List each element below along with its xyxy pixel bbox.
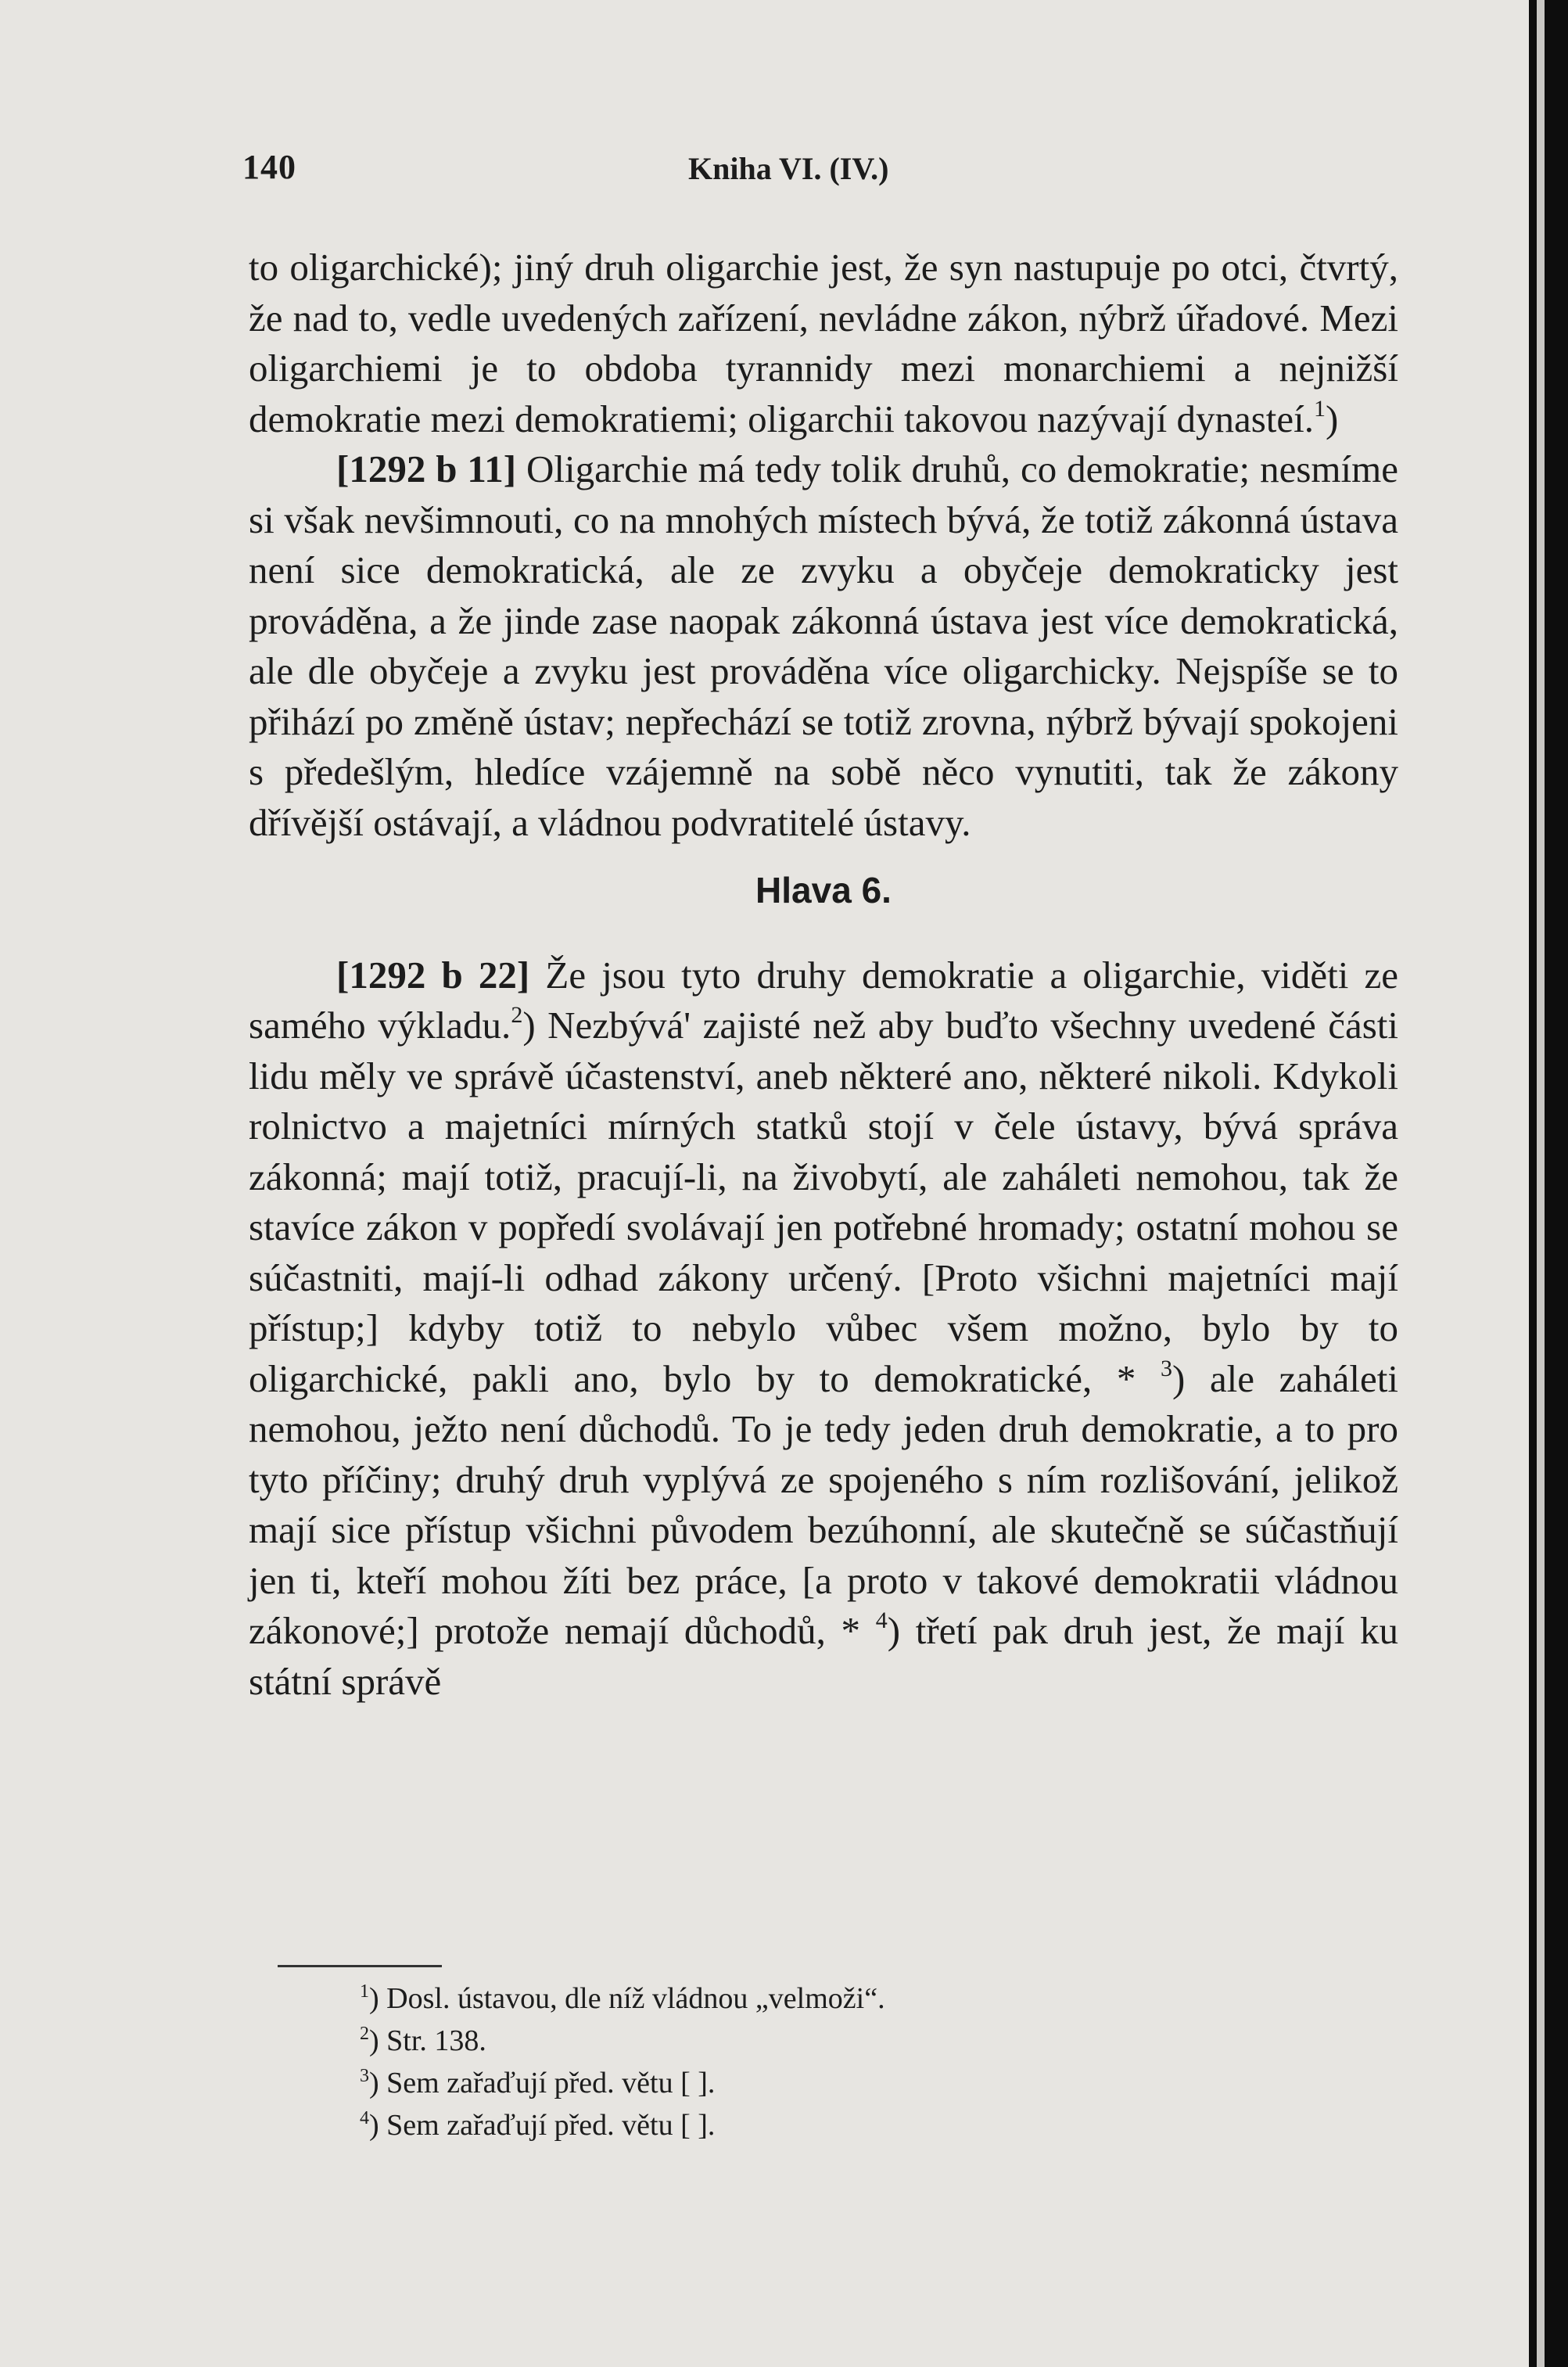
paragraph-text: Oligarchie má tedy tolik druhů, co demokratie; nesmíme si však nevšimnouti, co na mnohých místech bývá, že totiž zákonná ústava není sice demokratická, ale ze zvyku a obyčeje demokraticky jest prováděna, a že jinde zase naopak zákonná ústava jest více demokratická, ale dle obyčeje a zvyku jest prováděna více oligarchicky. Nejspíše se to přihází po změně ústav; nepřechází se totiž zrovna, nýbrž bývají spokojeni s předešlým, hledíce vzájemně na sobě něco vynutiti, tak že zákony dřívější ostávají, a vládnou podvratitelé ústavy. — [249, 447, 1398, 844]
scan-edge — [1529, 0, 1568, 2367]
paragraph-text: ale zaháleti nemohou, ježto není důchodů. To je tedy jeden druh demokratie, a to pro tyto příčiny; druhý druh vyplývá ze spojeného s ním rozlišování, jelikož mají sice přístup všichni původem bezúhonní, ale skutečně se súčastňují jen ti, kteří mohou žíti bez práce, [a proto v takové demokratii vládnou zákonové;] protože nemají důchodů, * — [249, 1356, 1399, 1652]
footnote-text: Sem zařaďují před. větu [ ]. — [386, 2109, 716, 2142]
footnote-mark: 2 — [360, 2024, 369, 2044]
footnote-mark: 4 — [360, 2108, 369, 2128]
footnote-ref-4: 4 — [875, 1607, 888, 1633]
footnote-mark: 1 — [360, 1981, 369, 2002]
footnote: $^4$) Sem zařaďují před. větu [ ]. — [360, 2108, 716, 2142]
paragraph-3: [1292 b 22] Že jsou tyto druhy demokratie a oligarchie, viděti ze samého výkladu.$^2$) Nezbývá' zajisté než aby buďto všechny uvedené části lidu měly ve správě účastenství, aneb některé ano, některé nikoli. Kdykoli rolnictvo a majetníci mírných statků stojí v čele ústavy, bývá správa zákonná; mají totiž, pracují-li, na živobytí, ale zaháleti nemohou, tak že stavíce zákon v popředí svolávají jen potřebné hromady; ostatní mohou se súčastniti, mají-li odhad zákony určený. [Proto všichni majetníci mají přístup;] kdyby totiž to nebylo vůbec všem možno, bylo by to oligarchické, pakli ano, bylo by to demokratické, * $^3$) ale zaháleti nemohou, ježto není důchodů. To je tedy jeden druh demokratie, a to pro tyto příčiny; druhý druh vyplývá ze spojeného s ním rozlišování, jelikož mají sice přístup všichni původem bezúhonní, ale skutečně se súčastňují jen ti, kteří mohou žíti bez práce, [a proto v takové demokratii vládnou zákonové;] protože nemají důchodů, * $^4$) třetí pak druh jest, že mají ku státní správě — [249, 953, 1399, 1703]
footnote: $^3$) Sem zařaďují před. větu [ ]. — [360, 2066, 716, 2099]
paragraph-1: to oligarchické); jiný druh oligarchie jest, že syn nastupuje po otci, čtvrtý, že nad to, vedle uvedených zařízení, nevládne zákon, nýbrž úřadové. Mezi oligarchiemi je to obdoba tyrannidy mezi monarchiemi a nejnižší demokratie mezi demokratiemi; oligarchii takovou nazývají dynasteí.$^1$) — [249, 246, 1398, 440]
footnote-text: Str. 138. — [386, 2024, 486, 2057]
footnote-divider — [278, 1965, 442, 1967]
footnote: $^1$) Dosl. ústavou, dle níž vládnou „velmoži“. — [360, 1981, 885, 2015]
footnote-mark: 3 — [360, 2066, 369, 2086]
footnote-ref-2: 2 — [511, 1002, 523, 1028]
bekker-reference: [1292 b 22] — [336, 953, 530, 997]
bekker-reference: [1292 b 11] — [336, 447, 517, 490]
chapter-heading: Hlava 6. — [755, 870, 892, 911]
footnote-ref-1: 1 — [1314, 395, 1326, 422]
paragraph-text: Nezbývá' zajisté než aby buďto všechny uvedené části lidu měly ve správě účastenství, aneb některé ano, některé nikoli. Kdykoli rolnictvo a majetníci mírných statků stojí v čele ústavy, bývá správa zákonná; mají totiž, pracují-li, na živobytí, ale zaháleti nemohou, tak že stavíce zákon v popředí svolávají jen potřebné hromady; ostatní mohou se súčastniti, mají-li odhad zákony určený. [Proto všichni majetníci mají přístup;] kdyby totiž to nebylo vůbec všem možno, bylo by to oligarchické, pakli ano, bylo by to demokratické, * — [249, 1004, 1398, 1400]
paragraph-2 — [249, 444, 1398, 848]
paragraph-text: Že jsou tyto druhy demokratie a oligarchie, viděti ze samého výkladu. — [249, 953, 1398, 1047]
footnotes — [360, 1977, 1220, 2146]
scan-edge-strip — [1537, 0, 1545, 2367]
footnote-text: Sem zařaďují před. větu [ ]. — [386, 2067, 716, 2099]
footnote-ref-3: 3 — [1160, 1355, 1172, 1381]
running-title: Kniha VI. (IV.) — [688, 151, 889, 186]
page-header — [242, 147, 1392, 194]
footnote-text: Dosl. ústavou, dle níž vládnou „velmoži“. — [386, 1982, 885, 2015]
page-number: 140 — [242, 148, 296, 186]
paragraph-text: to oligarchické); jiný druh oligarchie jest, že syn nastupuje po otci, čtvrtý, že nad to, vedle uvedených zařízení, nevládne zákon, nýbrž úřadové. Mezi oligarchiemi je to obdoba tyrannidy mezi monarchiemi a nejnižší demokratie mezi demokratiemi; oligarchii takovou nazývají dynasteí. — [249, 246, 1398, 440]
footnote: $^2$) Str. 138. — [360, 2024, 486, 2057]
body-text — [249, 242, 1398, 1707]
paragraph-text: třetí pak druh jest, že mají ku státní správě — [249, 1609, 1398, 1703]
